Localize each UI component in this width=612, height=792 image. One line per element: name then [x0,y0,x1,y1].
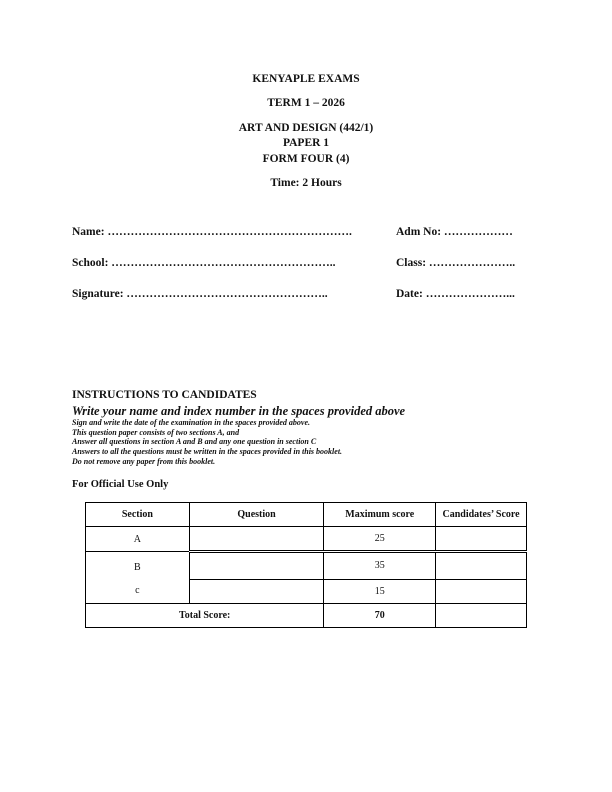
instruction-line: Answers to all the questions must be written in the spaces provided in this booklet. [72,447,343,457]
max-score-cell: 25 [324,527,436,552]
header-section: Section [86,503,190,527]
candidate-score-cell[interactable] [436,527,527,552]
header-maximum-score: Maximum score [324,503,436,527]
total-row [86,603,527,627]
date-field[interactable]: Date: …………………... [396,288,515,300]
subject-title: ART AND DESIGN (442/1) [238,122,374,134]
instructions-title: INSTRUCTIONS TO CANDIDATES [72,389,257,401]
question-cell[interactable] [189,579,324,603]
candidate-score-cell[interactable] [436,552,527,580]
instruction-line: Do not remove any paper from this booklet. [72,456,216,466]
signature-field[interactable]: Signature: …………………………………………….. [72,288,328,300]
table-row [86,527,527,552]
name-field[interactable]: Name: ………………………………………………………. [72,226,352,238]
instruction-line: This question paper consists of two sections A, and [72,427,240,437]
section-cell: c [86,579,190,603]
school-field[interactable]: School: ………………………………………………….. [72,257,336,269]
question-cell[interactable] [189,552,324,580]
table-row [86,552,527,580]
adm-no-field[interactable]: Adm No: ……………… [396,226,513,238]
official-use-label: For Official Use Only [72,479,169,490]
score-table-header-row [86,503,527,527]
section-cell: A [86,527,190,552]
form-label: FORM FOUR (4) [262,153,350,165]
max-score-cell: 35 [324,552,436,580]
header-candidates-score: Candidates’ Score [436,503,527,527]
header-question: Question [189,503,324,527]
exam-body-title: KENYAPLE EXAMS [252,73,360,85]
instruction-line: Sign and write the date of the examination in the spaces provided above. [72,418,310,427]
total-score-value: 70 [324,603,436,627]
total-candidate-score-cell[interactable] [436,603,527,627]
candidate-score-cell[interactable] [436,579,527,603]
instruction-line: Answer all questions in section A and B and any one question in section C [72,437,317,447]
question-cell[interactable] [189,527,324,552]
table-row [86,579,527,603]
section-cell: B [86,552,190,580]
paper-label: PAPER 1 [282,137,330,149]
instructions-main: Write your name and index number in the spaces provided above [72,404,406,418]
class-field[interactable]: Class: ………………….. [396,257,516,269]
time-label: Time: 2 Hours [270,177,342,189]
max-score-cell: 15 [324,579,436,603]
term-label: TERM 1 – 2026 [267,97,345,109]
total-score-label: Total Score: [86,603,324,627]
score-table [85,502,527,628]
